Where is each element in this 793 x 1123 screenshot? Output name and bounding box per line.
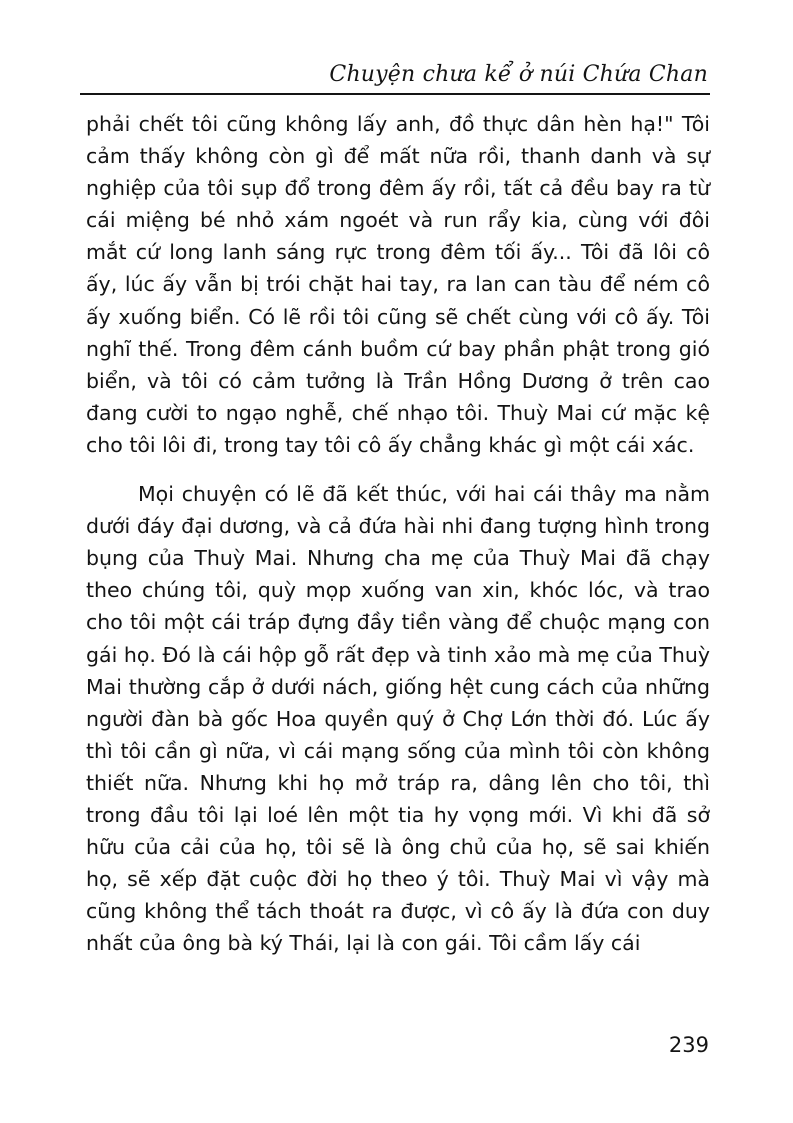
paragraph: Mọi chuyện có lẽ đã kết thúc, với hai cái thây ma nằm dưới đáy đại dương, và cả đứa hài nhi đang tượng hình trong bụng của Thuỳ Mai. Nhưng cha mẹ của Thuỳ Mai đã chạy theo chúng tôi, quỳ mọp xuống van xin, khóc lóc, và trao cho tôi một cái tráp đựng đầy tiền vàng để chuộc mạng con gái họ. Đó là cái hộp gỗ rất đẹp và tinh xảo mà mẹ của Thuỳ Mai thường cắp ở dưới nách, giống hệt cung cách của những người đàn bà gốc Hoa quyền quý ở Chợ Lớn thời đó. Lúc ấy thì tôi cần gì nữa, vì cái mạng sống của mình tôi còn không thiết nữa. Nhưng khi họ mở tráp ra, dâng lên cho tôi, thì trong đầu tôi lại loé lên một tia hy vọng mới. Vì khi đã sở hữu của cải của họ, tôi sẽ là ông chủ của họ, sẽ sai khiến họ, sẽ xếp đặt cuộc đời họ theo ý tôi. Thuỳ Mai vì vậy mà cũng không thể tách thoát ra được, vì cô ấy là đứa con duy nhất của ông bà ký Thái, lại là con gái. Tôi cầm lấy cái: [86, 482, 710, 956]
header-divider: [80, 93, 710, 95]
paragraph-continuation: phải chết tôi cũng không lấy anh, đồ thực dân hèn hạ!" Tôi cảm thấy không còn gì để mất nữa rồi, thanh danh và sự nghiệp của tôi sụp đổ trong đêm ấy rồi, tất cả đều bay ra từ cái miệng bé nhỏ xám ngoét và run rẩy kia, cùng với đôi mắt cứ long lanh sáng rực trong đêm tối ấy... Tôi đã lôi cô ấy, lúc ấy vẫn bị trói chặt hai tay, ra lan can tàu để ném cô ấy xuống biển. Có lẽ rồi tôi cũng sẽ chết cùng với cô ấy. Tôi nghĩ thế. Trong đêm cánh buồm cứ bay phần phật trong gió biển, và tôi có cảm tưởng là Trần Hồng Dương ở trên cao đang cười to ngạo nghễ, chế nhạo tôi. Thuỳ Mai cứ mặc kệ cho tôi lôi đi, trong tay tôi cô ấy chẳng khác gì một cái xác.: [86, 112, 710, 457]
body-text: [86, 108, 710, 959]
running-header-title: Chuyện chưa kể ở núi Chứa Chan: [329, 62, 708, 87]
page-number: 239: [668, 1033, 709, 1057]
